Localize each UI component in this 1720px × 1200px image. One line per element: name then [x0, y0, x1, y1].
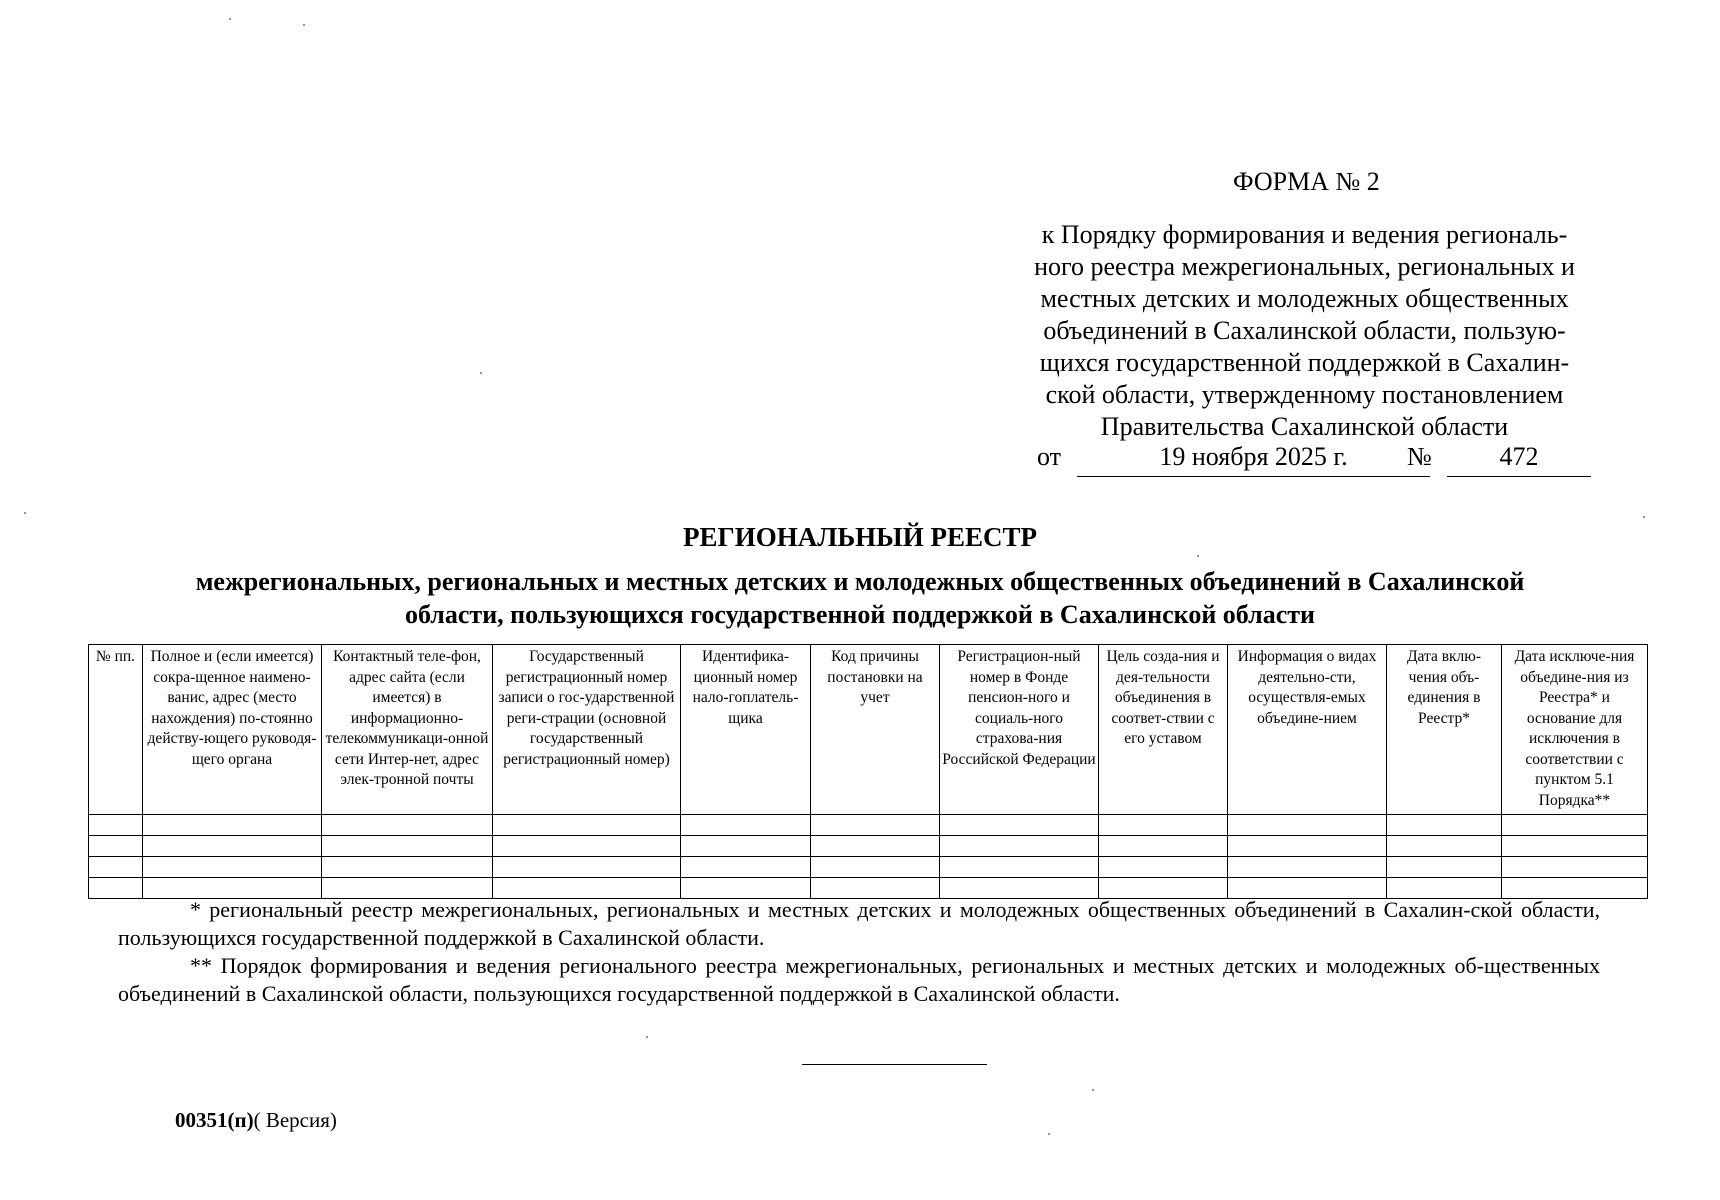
- scan-speck: [480, 372, 482, 374]
- scan-speck: [229, 18, 231, 20]
- appendix-line: ного реестра межрегиональных, региональных и: [1034, 252, 1575, 281]
- table-row: [89, 836, 1648, 857]
- header-cell-ogrn: Государственный регистрационный номер записи о гос-ударственной реги-страции (основной государственный регистрационный номер): [493, 645, 681, 815]
- table-cell[interactable]: [1099, 857, 1228, 878]
- header-cell-contacts: Контактный теле-фон, адрес сайта (если имеется) в информационно-телекоммуникаци-онной сети Интер-нет, адрес элек-тронной почты: [322, 645, 493, 815]
- table-cell[interactable]: [1387, 836, 1502, 857]
- table-cell[interactable]: [940, 857, 1099, 878]
- table-cell[interactable]: [811, 815, 940, 836]
- registry-table: [88, 644, 1648, 899]
- footnote-registry: * региональный реестр межрегиональных, региональных и местных детских и молодежных общественных объединений в Сахалин-ской области, пользующихся государственной поддержкой в Сахалинской области.: [118, 897, 1600, 950]
- form-number-label: ФОРМА № 2: [1233, 167, 1380, 196]
- header-cell-exclusion-date: Дата исключе-ния объедине-ния из Реестра* и основание для исключения в соответствии с пунктом 5.1 Порядка**: [1502, 645, 1648, 815]
- table-row: [89, 815, 1648, 836]
- appendix-line: щихся государственной поддержкой в Сахалин-: [1039, 348, 1570, 377]
- page-title: РЕГИОНАЛЬНЫЙ РЕЕСТР: [683, 522, 1037, 552]
- table-cell[interactable]: [1502, 836, 1648, 857]
- closing-divider: [802, 1064, 987, 1065]
- header-cell-activities: Информация о видах деятельно-сти, осуществля-емых объедине-нием: [1228, 645, 1387, 815]
- table-cell[interactable]: [493, 857, 681, 878]
- table-cell[interactable]: [143, 857, 322, 878]
- subtitle-line: области, пользующихся государственной поддержкой в Сахалинской области: [404, 600, 1316, 629]
- scan-speck: [1048, 1133, 1050, 1135]
- header-cell-sfr-number: Регистрацион-ный номер в Фонде пенсион-ного и социаль-ного страхова-ния Российской Федерации: [940, 645, 1099, 815]
- table-cell[interactable]: [1228, 815, 1387, 836]
- scan-speck: [1197, 555, 1199, 557]
- header-cell-name: Полное и (если имеется) сокра-щенное наимено-ванис, адрес (место нахождения) по-стоянно действу-ющего руководя-щего органа: [143, 645, 322, 815]
- appendix-line: Правительства Сахалинской области: [1100, 412, 1509, 441]
- header-cell-purpose: Цель созда-ния и дея-тельности объединения в соответ-ствии с его уставом: [1099, 645, 1228, 815]
- scan-speck: [646, 1036, 648, 1038]
- decree-date-number: [1037, 442, 1597, 478]
- table-cell[interactable]: [322, 836, 493, 857]
- document-code-version: ( Версия): [253, 1108, 337, 1132]
- scan-speck: [1643, 516, 1645, 518]
- table-cell[interactable]: [89, 836, 143, 857]
- footnote-procedure: ** Порядок формирования и ведения регионального реестра межрегиональных, региональных и местных детских и молодежных об-щественных объединений в Сахалинской области, пользующихся государственной поддержкой в Сахалинской области.: [118, 953, 1600, 1006]
- table-cell[interactable]: [89, 857, 143, 878]
- header-cell-inn: Идентифика-ционный номер нало-гоплатель-щика: [681, 645, 811, 815]
- table-cell[interactable]: [322, 857, 493, 878]
- table-cell[interactable]: [1387, 857, 1502, 878]
- header-cell-kpp: Код причины постановки на учет: [811, 645, 940, 815]
- table-cell[interactable]: [1228, 836, 1387, 857]
- decree-from-label: от: [1037, 442, 1062, 471]
- table-cell[interactable]: [89, 815, 143, 836]
- scan-speck: [24, 512, 26, 514]
- table-cell[interactable]: [1387, 815, 1502, 836]
- decree-date-field: 19 ноября 2025 г.: [1077, 442, 1430, 477]
- table-cell[interactable]: [493, 836, 681, 857]
- scan-speck: [303, 24, 305, 26]
- table-cell[interactable]: [681, 857, 811, 878]
- document-code: [175, 1108, 337, 1133]
- table-cell[interactable]: [681, 836, 811, 857]
- table-cell[interactable]: [811, 857, 940, 878]
- table-cell[interactable]: [1228, 857, 1387, 878]
- table-cell[interactable]: [493, 815, 681, 836]
- table-cell[interactable]: [1502, 815, 1648, 836]
- table-cell[interactable]: [143, 815, 322, 836]
- footnotes: [118, 896, 1600, 1008]
- decree-number-label: №: [1407, 442, 1432, 471]
- appendix-line: ской области, утвержденному постановлением: [1045, 380, 1564, 409]
- appendix-reference: [1002, 219, 1607, 443]
- table-header-row: [89, 645, 1648, 815]
- scan-speck: [1092, 1089, 1094, 1091]
- table-cell[interactable]: [940, 815, 1099, 836]
- appendix-line: к Порядку формирования и ведения региональ-: [1041, 220, 1568, 249]
- subtitle-line: межрегиональных, региональных и местных детских и молодежных общественных объединений в Сахалинской: [195, 567, 1525, 596]
- table-cell[interactable]: [322, 815, 493, 836]
- table-cell[interactable]: [143, 836, 322, 857]
- table-cell[interactable]: [681, 815, 811, 836]
- table-cell[interactable]: [811, 836, 940, 857]
- table-cell[interactable]: [1099, 815, 1228, 836]
- document-code-number: 00351(п): [175, 1108, 254, 1132]
- appendix-line: объединений в Сахалинской области, пользую-: [1043, 316, 1566, 345]
- table-cell[interactable]: [940, 836, 1099, 857]
- table-cell[interactable]: [1099, 836, 1228, 857]
- appendix-line: местных детских и молодежных общественных: [1040, 284, 1569, 313]
- header-cell-inclusion-date: Дата вклю-чения объ-единения в Реестр*: [1387, 645, 1502, 815]
- table-row: [89, 857, 1648, 878]
- decree-number-field: 472: [1447, 442, 1591, 477]
- header-cell-number: № пп.: [89, 645, 143, 815]
- page-subtitle: [110, 565, 1610, 631]
- table-cell[interactable]: [1502, 857, 1648, 878]
